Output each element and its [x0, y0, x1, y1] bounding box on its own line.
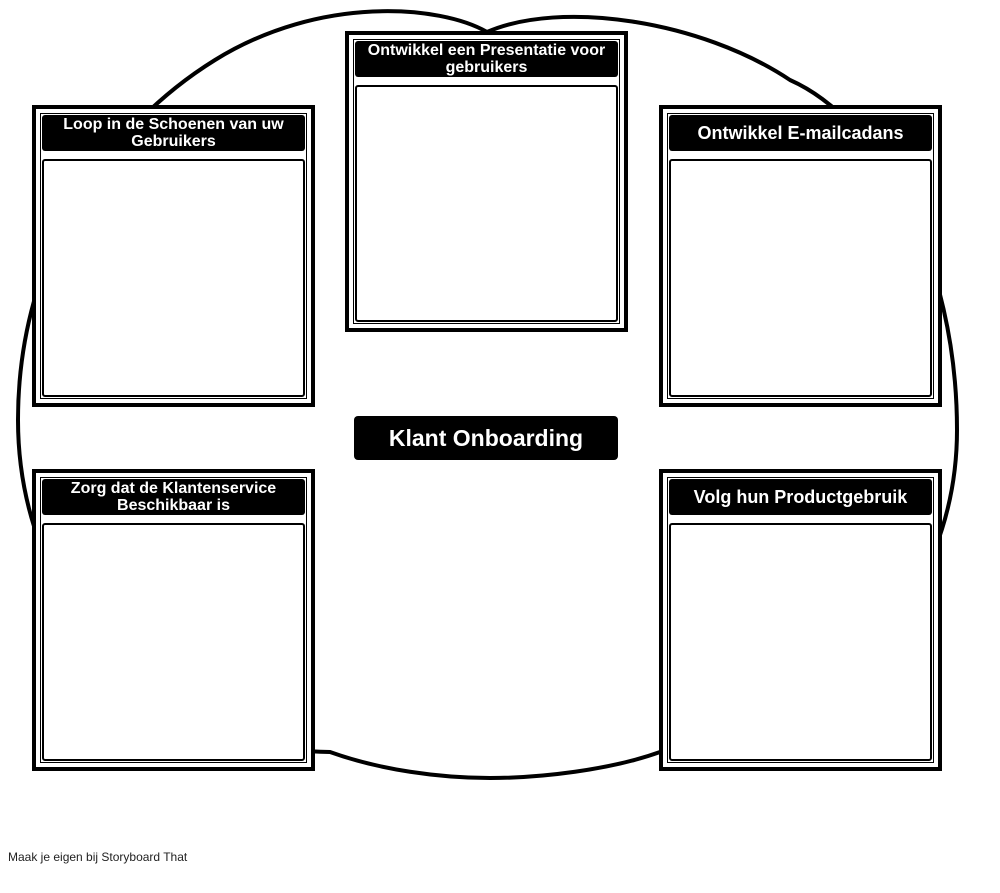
panel-title: Ontwikkel een Presentatie voor gebruikers	[355, 41, 618, 77]
panel-content-area[interactable]	[669, 159, 932, 397]
footer-credit[interactable]: Maak je eigen bij Storyboard That	[8, 850, 188, 864]
panel-content-area[interactable]	[42, 159, 305, 397]
panel-title: Volg hun Productgebruik	[669, 479, 932, 515]
panel-title: Zorg dat de Klantenservice Beschikbaar is	[42, 479, 305, 515]
panel-product-usage	[659, 469, 942, 771]
panel-content-area[interactable]	[355, 85, 618, 322]
panel-walk-in-shoes	[32, 105, 315, 407]
panel-title: Ontwikkel E-mailcadans	[669, 115, 932, 151]
panel-content-area[interactable]	[669, 523, 932, 761]
panel-email-cadence	[659, 105, 942, 407]
panel-customer-service	[32, 469, 315, 771]
center-label: Klant Onboarding	[354, 416, 618, 460]
panel-title: Loop in de Schoenen van uw Gebruikers	[42, 115, 305, 151]
panel-content-area[interactable]	[42, 523, 305, 761]
panel-presentation	[345, 31, 628, 332]
